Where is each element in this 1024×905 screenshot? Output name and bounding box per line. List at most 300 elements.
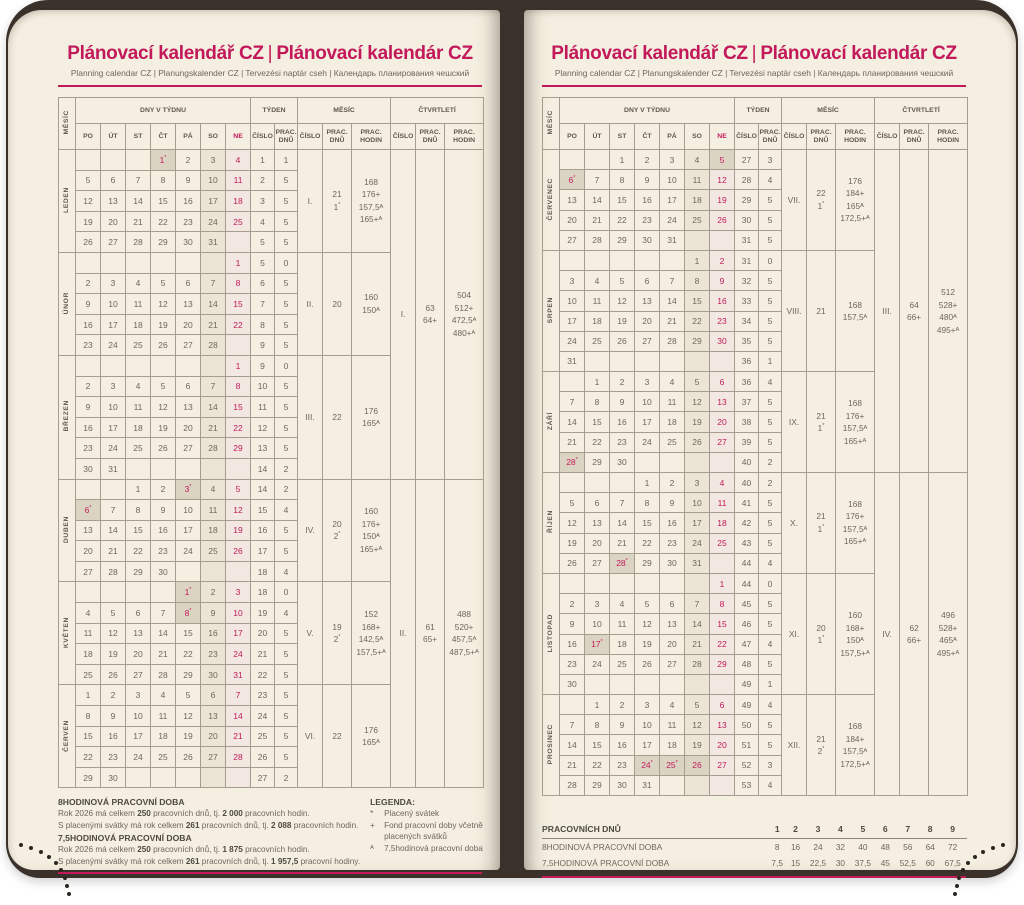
- day-cell: 11: [126, 397, 151, 418]
- day-cell: 23: [76, 335, 101, 356]
- day-cell: 19: [226, 520, 251, 541]
- week-workdays: 5: [759, 735, 782, 755]
- perforation-dot: [63, 876, 67, 880]
- day-cell: 26: [101, 664, 126, 685]
- day-cell: 12: [151, 397, 176, 418]
- week-workdays: 5: [759, 533, 782, 553]
- day-cell: [585, 150, 610, 170]
- week-group-header: TÝDEN: [735, 98, 782, 124]
- month-workhours: 168 184+ 157,5ᴬ 172,5+ᴬ: [836, 695, 875, 796]
- days-group-header: DNY V TÝDNU: [560, 98, 735, 124]
- day-cell: 26: [635, 654, 660, 674]
- day-cell: 2: [201, 582, 226, 603]
- week-number: 22: [251, 664, 275, 685]
- left-page: [8, 10, 500, 870]
- perforation-dot: [957, 876, 961, 880]
- week-workdays: 4: [759, 775, 782, 795]
- day-cell: 3: [101, 273, 126, 294]
- workdays-value: 15: [790, 858, 801, 868]
- day-name-header: PO: [76, 124, 101, 150]
- week-workdays: 4: [275, 500, 298, 521]
- day-cell: [560, 250, 585, 270]
- day-cell: 15: [76, 726, 101, 747]
- day-cell: 12: [101, 623, 126, 644]
- subcolumn-header: PRAC. DNŮ: [759, 124, 782, 150]
- workdays-column-header: 9: [938, 820, 967, 839]
- day-name-header: PO: [560, 124, 585, 150]
- day-cell: 20: [710, 412, 735, 432]
- day-cell: 19: [151, 314, 176, 335]
- day-cell: 3: [660, 150, 685, 170]
- workdays-value: 7,5: [771, 858, 783, 868]
- week-row: [543, 473, 968, 493]
- month-workhours: 168 176+ 157,5ᴬ 165+ᴬ: [836, 372, 875, 473]
- day-cell: [126, 582, 151, 603]
- day-cell: 24: [635, 432, 660, 452]
- quarter-workdays: 63 64+: [416, 150, 445, 480]
- day-cell: 2: [610, 372, 635, 392]
- day-name-header: SO: [201, 124, 226, 150]
- day-cell: 9: [76, 294, 101, 315]
- day-cell: 15: [226, 294, 251, 315]
- day-cell: 22: [176, 644, 201, 665]
- day-cell: 10: [635, 715, 660, 735]
- day-cell: 27: [176, 438, 201, 459]
- day-cell: [176, 767, 201, 788]
- day-cell: 18: [151, 726, 176, 747]
- day-name-header: NE: [710, 124, 735, 150]
- day-cell: 18: [585, 311, 610, 331]
- day-cell: 16: [610, 412, 635, 432]
- quarter-workhours: 496 528+ 465ᴬ 495+ᴬ: [929, 473, 968, 796]
- day-cell: [201, 458, 226, 479]
- day-cell: 25: [585, 331, 610, 351]
- day-cell: 15: [226, 397, 251, 418]
- day-cell: 22: [585, 755, 610, 775]
- day-cell: 6: [201, 685, 226, 706]
- day-cell: 7: [560, 392, 585, 412]
- week-workdays: 5: [275, 664, 298, 685]
- month-name: BŘEZEN: [59, 355, 76, 479]
- day-cell: 18: [201, 520, 226, 541]
- day-cell: 17: [201, 191, 226, 212]
- day-cell: 1: [610, 150, 635, 170]
- day-cell: [126, 767, 151, 788]
- day-cell: 1: [226, 355, 251, 376]
- day-cell: 5: [101, 603, 126, 624]
- day-cell: 1: [635, 473, 660, 493]
- day-cell: 3: [685, 473, 710, 493]
- day-cell: 16: [76, 417, 101, 438]
- day-cell: 26: [710, 210, 735, 230]
- workdays-header-label: PRACOVNÍCH DNŮ: [542, 820, 767, 839]
- day-cell: 31: [226, 664, 251, 685]
- day-cell: 14: [226, 706, 251, 727]
- day-cell: [660, 573, 685, 593]
- day-cell: 21: [226, 726, 251, 747]
- day-cell: 9: [176, 170, 201, 191]
- day-name-header: ST: [610, 124, 635, 150]
- day-cell: 25: [610, 654, 635, 674]
- month-number: III.: [298, 355, 323, 479]
- week-number: 45: [735, 594, 759, 614]
- month-workdays: 19 2*: [323, 582, 352, 685]
- week-row: [543, 150, 968, 170]
- day-cell: 27: [176, 335, 201, 356]
- day-cell: [151, 582, 176, 603]
- day-cell: [710, 351, 735, 371]
- day-cell: 24: [176, 541, 201, 562]
- week-number: 12: [251, 417, 275, 438]
- day-cell: [610, 351, 635, 371]
- day-cell: 12: [151, 294, 176, 315]
- day-cell: 3: [560, 271, 585, 291]
- day-cell: [151, 355, 176, 376]
- day-cell: 18: [126, 314, 151, 335]
- month-workhours: 176 184+ 165ᴬ 172,5+ᴬ: [836, 150, 875, 251]
- day-cell: 4: [660, 695, 685, 715]
- day-cell: 30: [76, 458, 101, 479]
- week-workdays: 4: [759, 372, 782, 392]
- day-cell: 6: [101, 170, 126, 191]
- day-cell: 22: [76, 747, 101, 768]
- day-cell: 19: [560, 533, 585, 553]
- week-number: 35: [735, 331, 759, 351]
- day-cell: 6: [635, 271, 660, 291]
- day-cell: 21: [610, 533, 635, 553]
- week-workdays: 0: [275, 355, 298, 376]
- day-cell: 16: [176, 191, 201, 212]
- day-cell: 20: [101, 211, 126, 232]
- week-number: 52: [735, 755, 759, 775]
- week-number: 2: [251, 170, 275, 191]
- day-cell: 31: [101, 458, 126, 479]
- perforation-dot: [966, 861, 970, 865]
- month-workdays: 21 1*: [807, 473, 836, 574]
- day-cell: 14: [101, 520, 126, 541]
- day-cell: 29: [685, 331, 710, 351]
- day-cell: 30: [151, 561, 176, 582]
- subcolumn-header: PRAC. DNŮ: [807, 124, 836, 150]
- day-cell: [176, 355, 201, 376]
- subcolumn-header: ČÍSLO: [735, 124, 759, 150]
- day-cell: [585, 674, 610, 694]
- day-cell: 28: [226, 747, 251, 768]
- day-cell: 4: [126, 376, 151, 397]
- day-cell: [560, 695, 585, 715]
- day-cell: 15: [710, 614, 735, 634]
- month-workdays: 21: [807, 250, 836, 371]
- workdays-value: 30: [835, 858, 846, 868]
- workdays-column-header: 6: [877, 820, 893, 839]
- month-number: XII.: [782, 695, 807, 796]
- day-cell: [660, 250, 685, 270]
- day-cell: [710, 452, 735, 472]
- page-subtitle: Planning calendar CZ | Planungskalender CZ | Tervezési naptár cseh | Календарь планирования чешский: [70, 68, 470, 78]
- day-cell: 23: [560, 654, 585, 674]
- day-cell: [151, 458, 176, 479]
- day-cell: [201, 355, 226, 376]
- accent-rule-bottom: [58, 872, 482, 874]
- day-cell: [201, 767, 226, 788]
- day-cell: 5: [610, 271, 635, 291]
- day-cell: 12: [710, 170, 735, 190]
- day-cell: 22: [710, 634, 735, 654]
- day-cell: [710, 674, 735, 694]
- week-workdays: 5: [275, 273, 298, 294]
- day-cell: 6: [176, 376, 201, 397]
- day-cell: 21: [685, 634, 710, 654]
- quarter-workdays: 61 65+: [416, 479, 445, 788]
- month-number: X.: [782, 473, 807, 574]
- day-cell: 26: [685, 432, 710, 452]
- day-cell: 4: [710, 473, 735, 493]
- day-cell: 17: [126, 726, 151, 747]
- day-cell: 13: [635, 291, 660, 311]
- day-cell: 29: [710, 654, 735, 674]
- week-number: 34: [735, 311, 759, 331]
- day-cell: 15: [610, 190, 635, 210]
- day-cell: 9: [76, 397, 101, 418]
- month-name: LEDEN: [59, 150, 76, 253]
- workdays-column-header: 2: [787, 820, 803, 839]
- month-workdays: 21 2*: [807, 695, 836, 796]
- perforation-dot: [953, 892, 957, 896]
- day-cell: 16: [151, 520, 176, 541]
- day-cell: 19: [176, 726, 201, 747]
- day-cell: 25: [151, 747, 176, 768]
- day-cell: 16: [660, 513, 685, 533]
- day-cell: 28: [201, 335, 226, 356]
- day-cell: 17*: [585, 634, 610, 654]
- day-cell: 10: [585, 614, 610, 634]
- day-name-header: NE: [226, 124, 251, 150]
- day-cell: [76, 150, 101, 171]
- day-cell: 13: [101, 191, 126, 212]
- week-number: 3: [251, 191, 275, 212]
- day-cell: 17: [176, 520, 201, 541]
- day-cell: [76, 355, 101, 376]
- day-cell: 31: [685, 553, 710, 573]
- day-cell: 23: [660, 533, 685, 553]
- subcolumn-header: ČÍSLO: [391, 124, 416, 150]
- legend-symbol: ᴬ: [370, 843, 374, 853]
- day-cell: 30: [660, 553, 685, 573]
- day-cell: [226, 335, 251, 356]
- quarter-number: II.: [391, 479, 416, 788]
- week-workdays: 1: [275, 150, 298, 171]
- day-cell: 4: [226, 150, 251, 171]
- workdays-conversion-table: [542, 820, 967, 871]
- day-cell: [201, 252, 226, 273]
- day-cell: [560, 372, 585, 392]
- day-cell: 28: [201, 438, 226, 459]
- week-number: 24: [251, 706, 275, 727]
- day-cell: 31: [201, 232, 226, 253]
- day-cell: 15: [126, 520, 151, 541]
- week-number: 48: [735, 654, 759, 674]
- day-cell: 7: [151, 603, 176, 624]
- perforation-dot: [955, 884, 959, 888]
- workdays-value: 8: [774, 842, 780, 852]
- month-workhours: 176 165ᴬ: [352, 685, 391, 788]
- day-cell: 13: [201, 706, 226, 727]
- week-number: 10: [251, 376, 275, 397]
- day-cell: 10: [660, 170, 685, 190]
- day-cell: 9: [560, 614, 585, 634]
- week-number: 6: [251, 273, 275, 294]
- day-cell: 12: [635, 614, 660, 634]
- quarter-group-header: ČTVRTLETÍ: [875, 98, 968, 124]
- day-cell: 27: [660, 654, 685, 674]
- day-cell: 24: [226, 644, 251, 665]
- week-workdays: 5: [275, 644, 298, 665]
- week-number: 40: [735, 473, 759, 493]
- subcolumn-header: PRAC. DNŮ: [416, 124, 445, 150]
- week-workdays: 4: [759, 170, 782, 190]
- quarter-number: III.: [875, 150, 900, 473]
- week-workdays: 5: [275, 541, 298, 562]
- day-cell: 15: [635, 513, 660, 533]
- week-workdays: 5: [275, 232, 298, 253]
- day-cell: [76, 582, 101, 603]
- accent-rule-top: [58, 85, 482, 87]
- month-name: ÚNOR: [59, 252, 76, 355]
- day-cell: [226, 767, 251, 788]
- day-cell: 13: [585, 513, 610, 533]
- day-cell: 7: [610, 493, 635, 513]
- day-cell: 9: [710, 271, 735, 291]
- day-cell: 7: [101, 500, 126, 521]
- month-workhours: 160 150ᴬ: [352, 252, 391, 355]
- month-workhours: 168 176+ 157,5ᴬ 165+ᴬ: [352, 150, 391, 253]
- week-number: 39: [735, 432, 759, 452]
- day-cell: 1: [585, 372, 610, 392]
- week-number: 44: [735, 553, 759, 573]
- day-cell: 15: [176, 623, 201, 644]
- day-cell: 16: [76, 314, 101, 335]
- day-cell: 4: [151, 685, 176, 706]
- day-cell: 6: [176, 273, 201, 294]
- day-cell: 5: [710, 150, 735, 170]
- week-number: 25: [251, 726, 275, 747]
- day-cell: 18: [660, 735, 685, 755]
- week-workdays: 2: [759, 473, 782, 493]
- day-cell: 5: [685, 372, 710, 392]
- day-cell: 11: [585, 291, 610, 311]
- day-cell: 10: [101, 294, 126, 315]
- workdays-value: 16: [790, 842, 801, 852]
- workdays-value: 72: [948, 842, 958, 852]
- footer-left: [58, 795, 483, 867]
- day-cell: 22: [685, 311, 710, 331]
- quarter-workdays: 62 66+: [900, 473, 929, 796]
- day-cell: 1: [76, 685, 101, 706]
- day-cell: [635, 573, 660, 593]
- month-workhours: 176 165ᴬ: [352, 355, 391, 479]
- week-number: 27: [735, 150, 759, 170]
- subcolumn-header: PRAC. DNŮ: [900, 124, 929, 150]
- working-time-heading: 8HODINOVÁ PRACOVNÍ DOBA: [58, 797, 185, 808]
- day-cell: 12: [76, 191, 101, 212]
- day-cell: [685, 674, 710, 694]
- day-cell: 29: [176, 664, 201, 685]
- day-cell: 17: [685, 513, 710, 533]
- day-cell: [685, 775, 710, 795]
- day-cell: [585, 573, 610, 593]
- week-workdays: 3: [759, 150, 782, 170]
- workdays-column-header: 4: [832, 820, 848, 839]
- week-number: 43: [735, 533, 759, 553]
- week-number: 51: [735, 735, 759, 755]
- day-cell: 12: [685, 392, 710, 412]
- month-name: ČERVEN: [59, 685, 76, 788]
- day-cell: 2: [560, 594, 585, 614]
- day-cell: 17: [226, 623, 251, 644]
- week-workdays: 5: [275, 294, 298, 315]
- day-cell: 18: [660, 412, 685, 432]
- day-cell: 4: [685, 150, 710, 170]
- day-cell: 5: [635, 594, 660, 614]
- day-cell: [226, 232, 251, 253]
- day-name-header: ÚT: [585, 124, 610, 150]
- week-workdays: 5: [759, 190, 782, 210]
- day-cell: 27: [201, 747, 226, 768]
- day-cell: 26: [176, 747, 201, 768]
- day-cell: 30: [560, 674, 585, 694]
- day-cell: 5: [76, 170, 101, 191]
- day-cell: 11: [710, 493, 735, 513]
- day-cell: 18: [226, 191, 251, 212]
- subcolumn-header: PRAC. DNŮ: [275, 124, 298, 150]
- day-cell: [76, 479, 101, 500]
- week-workdays: 5: [275, 747, 298, 768]
- week-group-header: TÝDEN: [251, 98, 298, 124]
- day-cell: 25: [685, 210, 710, 230]
- day-cell: 30: [710, 331, 735, 351]
- day-cell: 10: [635, 392, 660, 412]
- day-cell: 5: [151, 376, 176, 397]
- week-number: 26: [251, 747, 275, 768]
- month-column-header: MĚSÍC: [59, 98, 76, 150]
- day-cell: 7: [201, 376, 226, 397]
- day-cell: 24: [126, 747, 151, 768]
- day-cell: 12: [176, 706, 201, 727]
- week-workdays: 5: [759, 291, 782, 311]
- day-cell: 22: [635, 533, 660, 553]
- week-number: 8: [251, 314, 275, 335]
- day-cell: 17: [660, 190, 685, 210]
- week-number: 41: [735, 493, 759, 513]
- days-group-header: DNY V TÝDNU: [76, 98, 251, 124]
- day-cell: 14: [660, 291, 685, 311]
- day-cell: [610, 674, 635, 694]
- month-workdays: 22: [323, 685, 352, 788]
- legend-symbol: *: [370, 809, 374, 819]
- day-cell: 25: [226, 211, 251, 232]
- day-cell: [560, 473, 585, 493]
- week-number: 37: [735, 392, 759, 412]
- working-time-notes: [58, 795, 360, 867]
- day-cell: [560, 573, 585, 593]
- day-cell: 22: [226, 314, 251, 335]
- day-cell: 24: [101, 438, 126, 459]
- workdays-value: 52,5: [899, 858, 916, 868]
- day-cell: [101, 355, 126, 376]
- working-time-line: Rok 2026 má celkem 250 pracovních dnů, tj. 1 875 pracovních hodin.: [58, 845, 310, 855]
- day-cell: [635, 351, 660, 371]
- legend-title: LEGENDA:: [370, 797, 415, 808]
